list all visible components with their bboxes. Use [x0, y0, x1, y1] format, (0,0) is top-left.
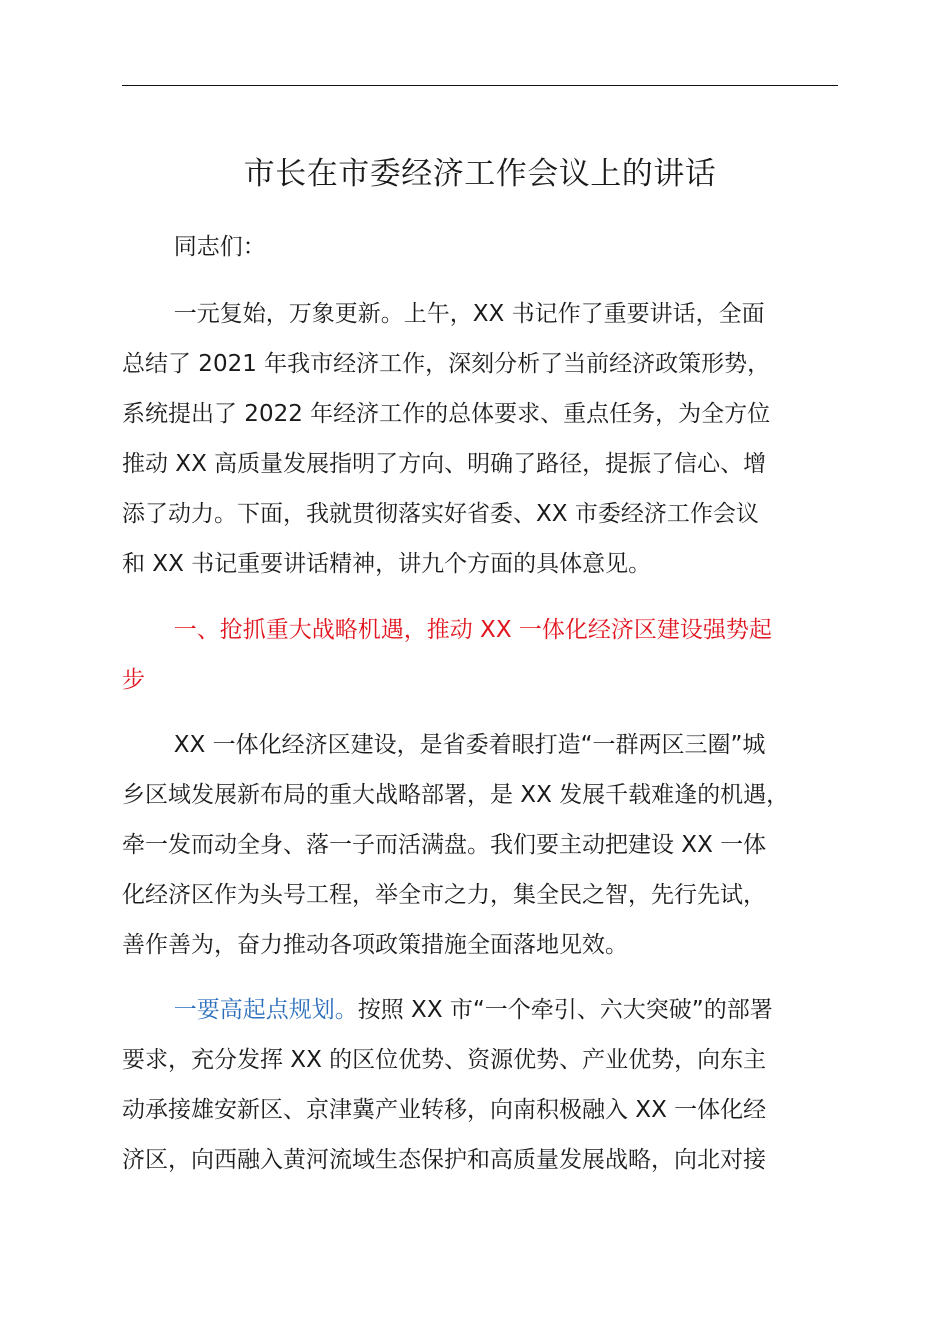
section-paragraph — [122, 720, 838, 970]
paragraph-line: 动承接雄安新区、京津冀产业转移，向南积极融入 XX 一体化经 — [122, 1097, 767, 1123]
paragraph-line: 添了动力。下面，我就贯彻落实好省委、XX 市委经济工作会议 — [122, 501, 759, 527]
header-rule — [122, 85, 838, 86]
intro-paragraph — [122, 289, 838, 589]
paragraph-line — [122, 985, 838, 1035]
subpoint-lead: 一要高起点规划。 — [173, 997, 358, 1023]
paragraph-line: XX 一体化经济区建设，是省委着眼打造“一群两区三圈”城 — [173, 732, 766, 758]
paragraph-line: 和 XX 书记重要讲话精神，讲九个方面的具体意见。 — [122, 551, 652, 577]
paragraph-line: 善作善为，奋力推动各项政策措施全面落地见效。 — [122, 932, 628, 958]
greeting: 同志们： — [173, 234, 266, 260]
paragraph-line: 牵一发而动全身、落一子而活满盘。我们要主动把建设 XX 一体 — [122, 832, 767, 858]
subpoint-first-line: 按照 XX 市“一个牵引、六大突破”的部署 — [357, 997, 773, 1023]
document-title: 市长在市委经济工作会议上的讲话 — [243, 156, 717, 192]
paragraph-line: 化经济区作为头号工程，举全市之力，集全民之智，先行先试， — [122, 882, 766, 908]
heading-line: 步 — [122, 667, 145, 693]
paragraph-line: 济区，向西融入黄河流域生态保护和高质量发展战略，向北对接 — [122, 1147, 766, 1173]
paragraph-line: 一元复始，万象更新。上午，XX 书记作了重要讲话，全面 — [173, 301, 765, 327]
heading-line: 一、抢抓重大战略机遇，推动 XX 一体化经济区建设强势起 — [173, 617, 772, 643]
paragraph-line: 总结了 2021 年我市经济工作，深刻分析了当前经济政策形势， — [122, 351, 771, 377]
paragraph-line: 乡区域发展新布局的重大战略部署，是 XX 发展千载难逢的机遇， — [122, 782, 790, 808]
section-heading — [122, 605, 838, 705]
paragraph-line: 要求，充分发挥 XX 的区位优势、资源优势、产业优势，向东主 — [122, 1047, 767, 1073]
paragraph-line: 推动 XX 高质量发展指明了方向、明确了路径，提振了信心、增 — [122, 451, 767, 477]
paragraph-line: 系统提出了 2022 年经济工作的总体要求、重点任务，为全方位 — [122, 401, 771, 427]
subpoint-paragraph — [122, 985, 838, 1185]
